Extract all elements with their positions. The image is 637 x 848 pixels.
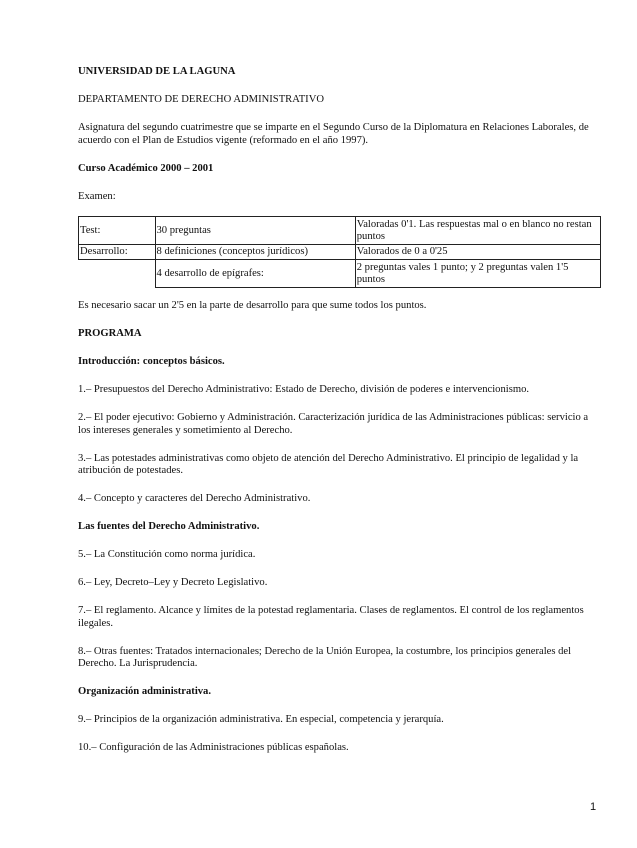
list-item: 2.– El poder ejecutivo: Gobierno y Administración. Caracterización jurídica de las Administraciones públicas: servicio a los intereses generales y sometimiento al Derecho. [78,412,589,436]
list-item: 8.– Otras fuentes: Tratados internacionales; Derecho de la Unión Europea, la costumbre, los principios generales del Derecho. La Jurisprudencia. [78,645,572,669]
table-row [79,245,601,260]
table-cell: Test: [79,217,156,245]
table-cell: 2 preguntas vales 1 punto; y 2 preguntas valen 1'5 puntos [355,260,600,288]
list-item: 4.– Concepto y caracteres del Derecho Administrativo. [78,493,311,504]
table-cell: Desarrollo: [79,245,156,260]
list-item: 6.– Ley, Decreto–Ley y Decreto Legislativo. [78,577,268,588]
course-intro: Asignatura del segundo cuatrimestre que se imparte en el Segundo Curso de la Diplomatura en Relaciones Laborales, de acuerdo con el Plan de Estudios vigente (reformado en el año 1997). [78,122,589,146]
table-cell: Valorados de 0 a 0'25 [355,245,600,260]
university-title: UNIVERSIDAD DE LA LAGUNA [78,66,236,77]
list-item: 5.– La Constitución como norma jurídica. [78,549,256,560]
table-cell [79,260,156,288]
exam-table [78,216,601,288]
list-item: 7.– El reglamento. Alcance y límites de la potestad reglamentaria. Clases de reglamentos. El control de los reglamentos ilegales. [78,605,584,629]
list-item: 10.– Configuración de las Administraciones públicas españolas. [78,742,349,753]
list-item: 9.– Principios de la organización administrativa. En especial, competencia y jerarquía. [78,714,444,725]
table-row [79,260,601,288]
page-number: 1 [590,801,597,813]
exam-label: Examen: [78,190,116,202]
section-title: Introducción: conceptos básicos. [78,356,225,367]
document-page [78,66,600,770]
program-title: PROGRAMA [78,328,142,339]
list-item: 3.– Las potestades administrativas como objeto de atención del Derecho Administrativo. El principio de legalidad y la atribución de potestades. [78,452,579,476]
department-title: DEPARTAMENTO DE DERECHO ADMINISTRATIVO [78,94,325,105]
note-text: Es necesario sacar un 2'5 en la parte de desarrollo para que sume todos los puntos. [78,300,427,311]
table-cell: 4 desarrollo de epígrafes: [155,260,355,288]
course-year: Curso Académico 2000 – 2001 [78,162,214,174]
table-cell: 30 preguntas [155,217,355,245]
section-title: Las fuentes del Derecho Administrativo. [78,521,260,532]
list-item: 1.– Presupuestos del Derecho Administrativo: Estado de Derecho, división de poderes e intervencionismo. [78,384,530,395]
table-cell: 8 definiciones (conceptos jurídicos) [155,245,355,260]
table-cell: Valoradas 0'1. Las respuestas mal o en blanco no restan puntos [355,217,600,245]
section-title: Organización administrativa. [78,686,212,697]
table-row [79,217,601,245]
